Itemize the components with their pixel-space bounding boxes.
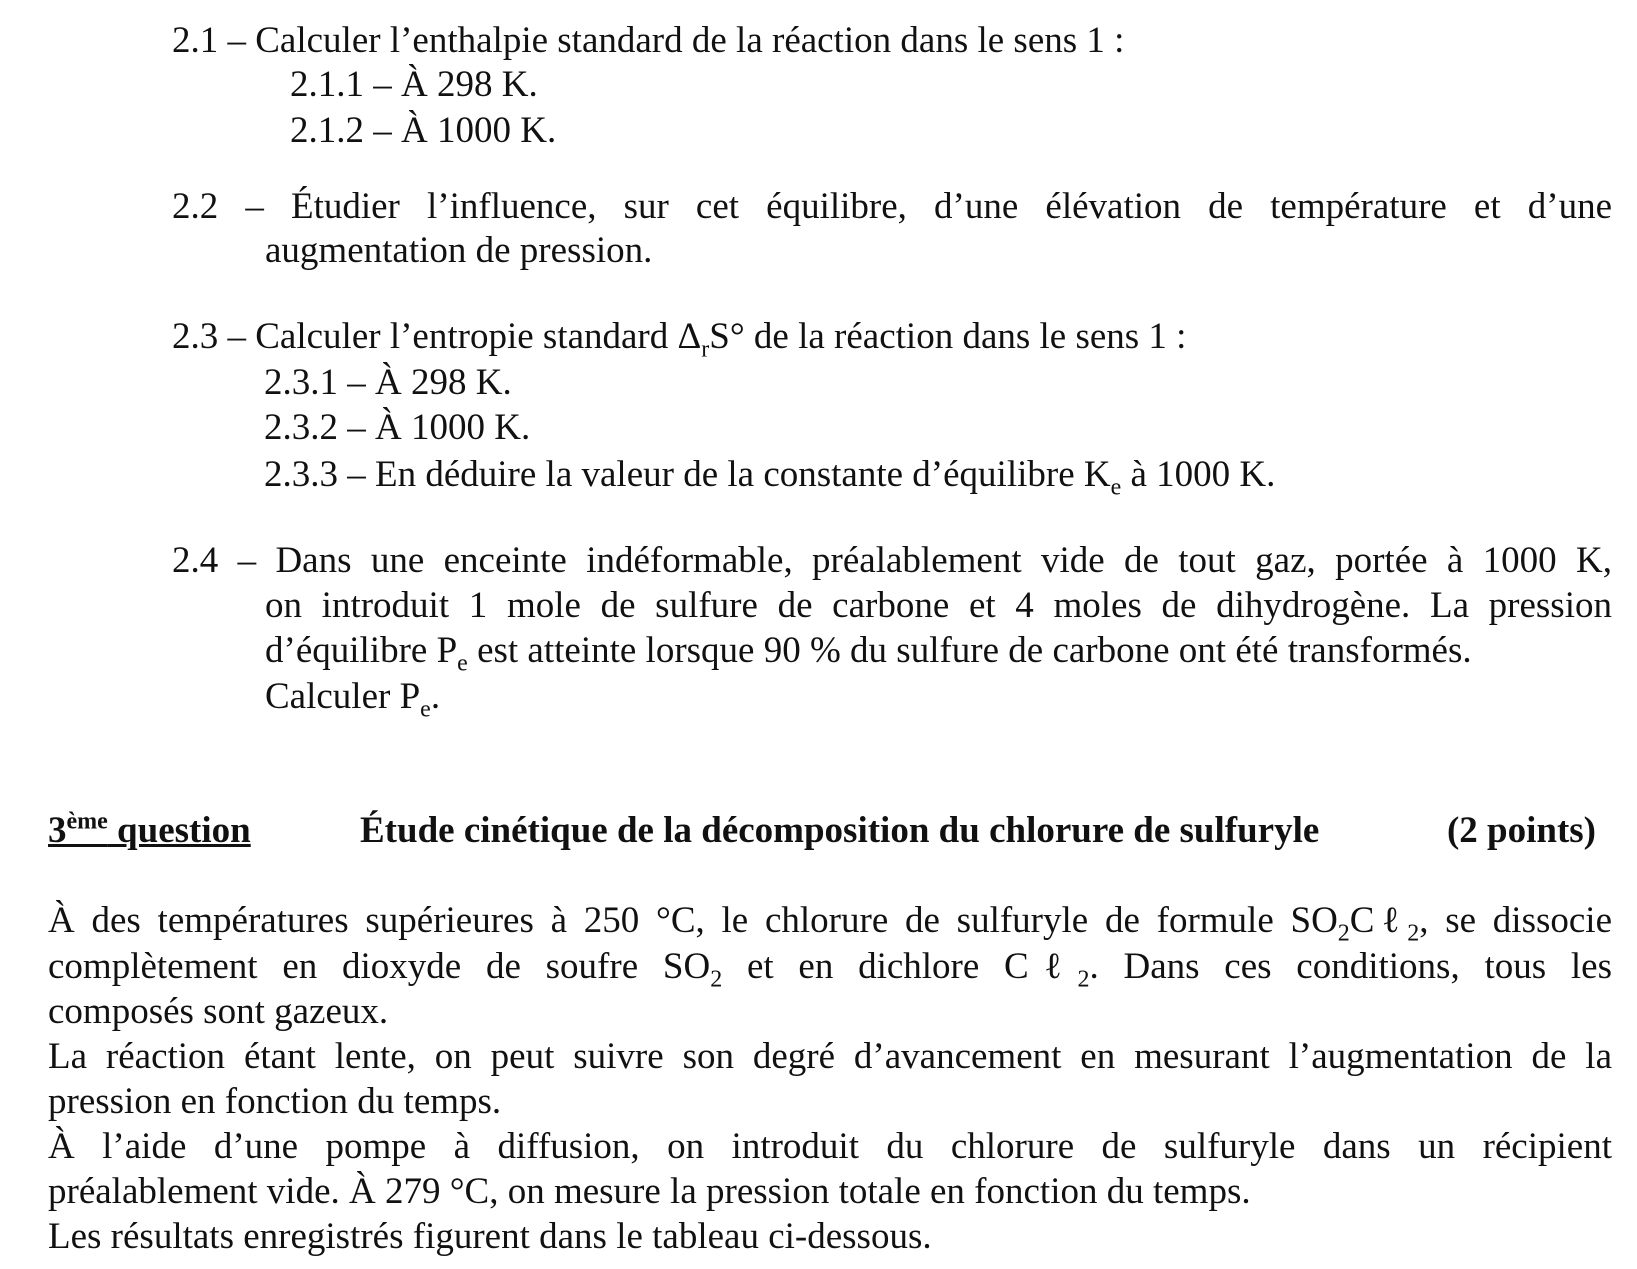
item-2-4-line4-a: Calculer P (265, 676, 421, 717)
paragraph-1-line3: composés sont gazeux. (48, 991, 389, 1032)
item-2-2-line2: augmentation de pression. (265, 230, 653, 271)
item-2-4-line3-a: d’équilibre P (265, 630, 458, 671)
paragraph-1-line2 (48, 944, 1612, 993)
item-2-1-1: 2.1.1 – À 298 K. (290, 64, 538, 105)
paragraph-3-line2: préalablement vide. À 279 °C, on mesure la pression totale en fonction du temps. (48, 1171, 1251, 1212)
p1-text-f: . Dans ces conditions, tous les (1089, 946, 1612, 987)
item-2-4-line4-b: . (430, 676, 441, 717)
p1-text-d: complètement en dioxyde de soufre SO (48, 946, 711, 987)
question-number: 3 (48, 810, 67, 851)
question-number-suffix: ème (66, 808, 108, 835)
p1-text-e: et en dichlore Cℓ (722, 946, 1078, 987)
item-2-3-2: 2.3.2 – À 1000 K. (264, 407, 531, 448)
question-3-label (48, 810, 251, 851)
paragraph-4: Les résultats enregistrés figurent dans le tableau ci-dessous. (48, 1216, 932, 1257)
p1-text-b: Cℓ (1349, 900, 1408, 941)
item-2-4-line2: on introduit 1 mole de sulfure de carbone et 4 moles de dihydrogène. La pression (265, 585, 1612, 626)
item-2-3-text-a: 2.3 – Calculer l’entropie standard Δ (172, 316, 702, 357)
question-word: question (107, 810, 251, 851)
item-2-1-text: 2.1 – Calculer l’enthalpie standard de la réaction dans le sens 1 : (172, 20, 1125, 61)
item-2-3-1: 2.3.1 – À 298 K. (264, 362, 512, 403)
p1-sub-1: 2 (1337, 920, 1350, 947)
p1-sub-4: 2 (1077, 966, 1090, 993)
item-2-3-3-text-a: 2.3.3 – En déduire la valeur de la constante d’équilibre K (264, 454, 1111, 495)
paragraph-2-line2: pression en fonction du temps. (48, 1081, 502, 1122)
ke-subscript: e (1110, 474, 1122, 501)
pe-subscript-2: e (420, 696, 431, 723)
item-2-1 (172, 18, 1124, 64)
item-2-2-line1: 2.2 – Étudier l’influence, sur cet équilibre, d’une élévation de température et d’une (172, 186, 1612, 227)
p1-text-c: , se dissocie (1419, 900, 1612, 941)
question-3-title: Étude cinétique de la décomposition du chlorure de sulfuryle (360, 810, 1320, 851)
item-2-3-text-b: S° de la réaction dans le sens 1 : (709, 316, 1187, 357)
paragraph-1-line1 (48, 898, 1612, 947)
item-2-4-line3-b: est atteinte lorsque 90 % du sulfure de carbone ont été transformés. (467, 630, 1472, 671)
pe-subscript: e (457, 650, 468, 677)
p1-sub-3: 2 (710, 966, 723, 993)
question-3-points: (2 points) (1446, 810, 1596, 851)
item-2-3 (172, 314, 1187, 363)
item-2-4-line4 (265, 674, 441, 723)
item-2-3-3 (264, 452, 1276, 501)
item-2-4-line3 (265, 628, 1472, 677)
item-2-3-3-text-b: à 1000 K. (1121, 454, 1276, 495)
item-2-4-line1: 2.4 – Dans une enceinte indéformable, préalablement vide de tout gaz, portée à 1000 K, (172, 540, 1612, 581)
paragraph-3-line1: À l’aide d’une pompe à diffusion, on introduit du chlorure de sulfuryle dans un récipient (48, 1126, 1612, 1167)
p1-sub-2: 2 (1407, 920, 1420, 947)
p1-text-a: À des températures supérieures à 250 °C, le chlorure de sulfuryle de formule SO (48, 900, 1338, 941)
delta-r-subscript: r (701, 336, 710, 363)
question-3-heading (48, 808, 1612, 854)
paragraph-2-line1: La réaction étant lente, on peut suivre son degré d’avancement en mesurant l’augmentation de la (48, 1036, 1612, 1077)
item-2-1-2: 2.1.2 – À 1000 K. (290, 110, 557, 151)
